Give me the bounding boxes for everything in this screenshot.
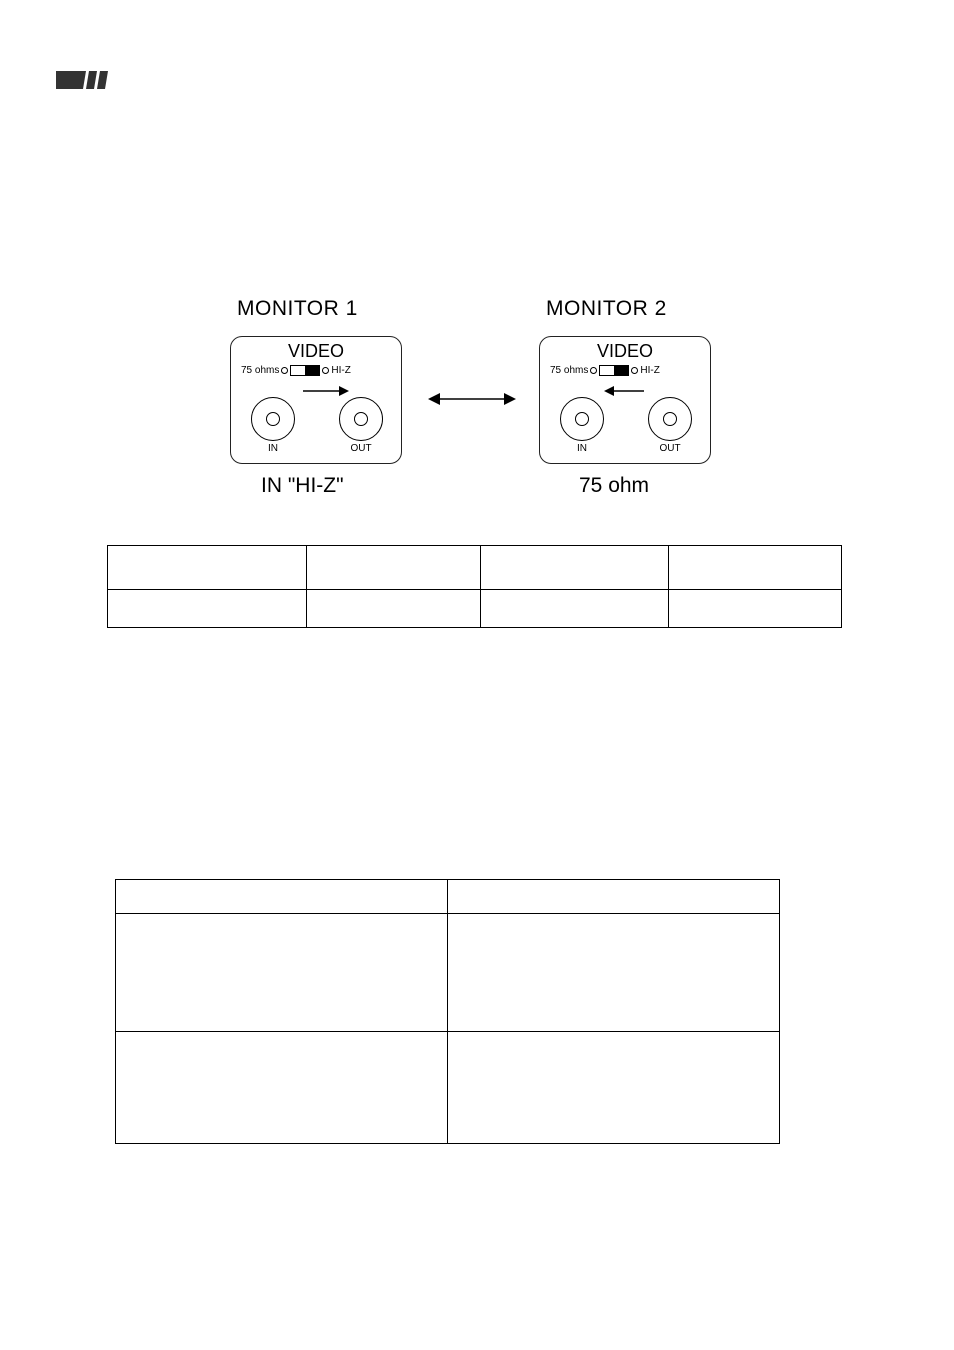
table-cell — [481, 546, 668, 590]
monitor-1-video-label: VIDEO — [287, 341, 344, 361]
table-row — [116, 880, 780, 914]
table-bottom — [115, 879, 780, 1144]
indicator-dot-icon — [590, 367, 597, 374]
table-cell — [116, 1032, 448, 1144]
table-row — [108, 546, 842, 590]
indicator-dot-icon — [631, 367, 638, 374]
table-cell — [668, 590, 841, 628]
monitor-2-in-connector[interactable] — [560, 397, 604, 441]
monitor-2-video-label: VIDEO — [596, 341, 653, 361]
monitor-1-panel — [230, 336, 402, 464]
indicator-dot-icon — [281, 367, 288, 374]
monitor-2-title: MONITOR 2 — [546, 297, 667, 320]
table-cell — [447, 1032, 780, 1144]
table-row — [108, 590, 842, 628]
table-cell — [108, 546, 307, 590]
table-cell — [108, 590, 307, 628]
table-cell — [447, 880, 780, 914]
monitor-2-panel — [539, 336, 711, 464]
monitor-1-termination-switch-row — [241, 365, 351, 376]
monitor-1-hiz-label: HI-Z — [331, 365, 351, 376]
monitor-2-in-label: IN — [577, 443, 587, 454]
monitor-1-out-connector[interactable] — [339, 397, 383, 441]
table-cell — [116, 914, 448, 1032]
monitor-2-hiz-label: HI-Z — [640, 365, 660, 376]
monitor-1-out-label: OUT — [350, 443, 372, 454]
monitor-2-out-label: OUT — [659, 443, 681, 454]
monitor-1-termination-switch[interactable] — [290, 365, 320, 376]
monitor-2-termination-switch[interactable] — [599, 365, 629, 376]
monitor-1-75ohm-label: 75 ohms — [241, 365, 280, 376]
table-cell — [307, 590, 481, 628]
monitor-2-75ohm-label: 75 ohms — [550, 365, 589, 376]
right-arrow-icon — [301, 385, 351, 397]
left-arrow-icon — [602, 385, 652, 397]
table-row — [116, 1032, 780, 1144]
table-cell — [481, 590, 668, 628]
logo-mark-icon — [56, 71, 108, 89]
monitor-1-caption: IN "HI-Z" — [261, 474, 344, 497]
monitor-1-in-label: IN — [268, 443, 278, 454]
table-cell — [447, 914, 780, 1032]
table-cell — [668, 546, 841, 590]
table-cell — [307, 546, 481, 590]
monitor-1-in-connector[interactable] — [251, 397, 295, 441]
monitor-2-caption: 75 ohm — [579, 474, 650, 497]
table-cell — [116, 880, 448, 914]
indicator-dot-icon — [322, 367, 329, 374]
table-row — [116, 914, 780, 1032]
double-arrow-icon — [428, 390, 516, 408]
table-top — [107, 545, 842, 628]
monitor-2-termination-switch-row — [550, 365, 660, 376]
monitor-1-title: MONITOR 1 — [237, 297, 358, 320]
monitor-2-out-connector[interactable] — [648, 397, 692, 441]
